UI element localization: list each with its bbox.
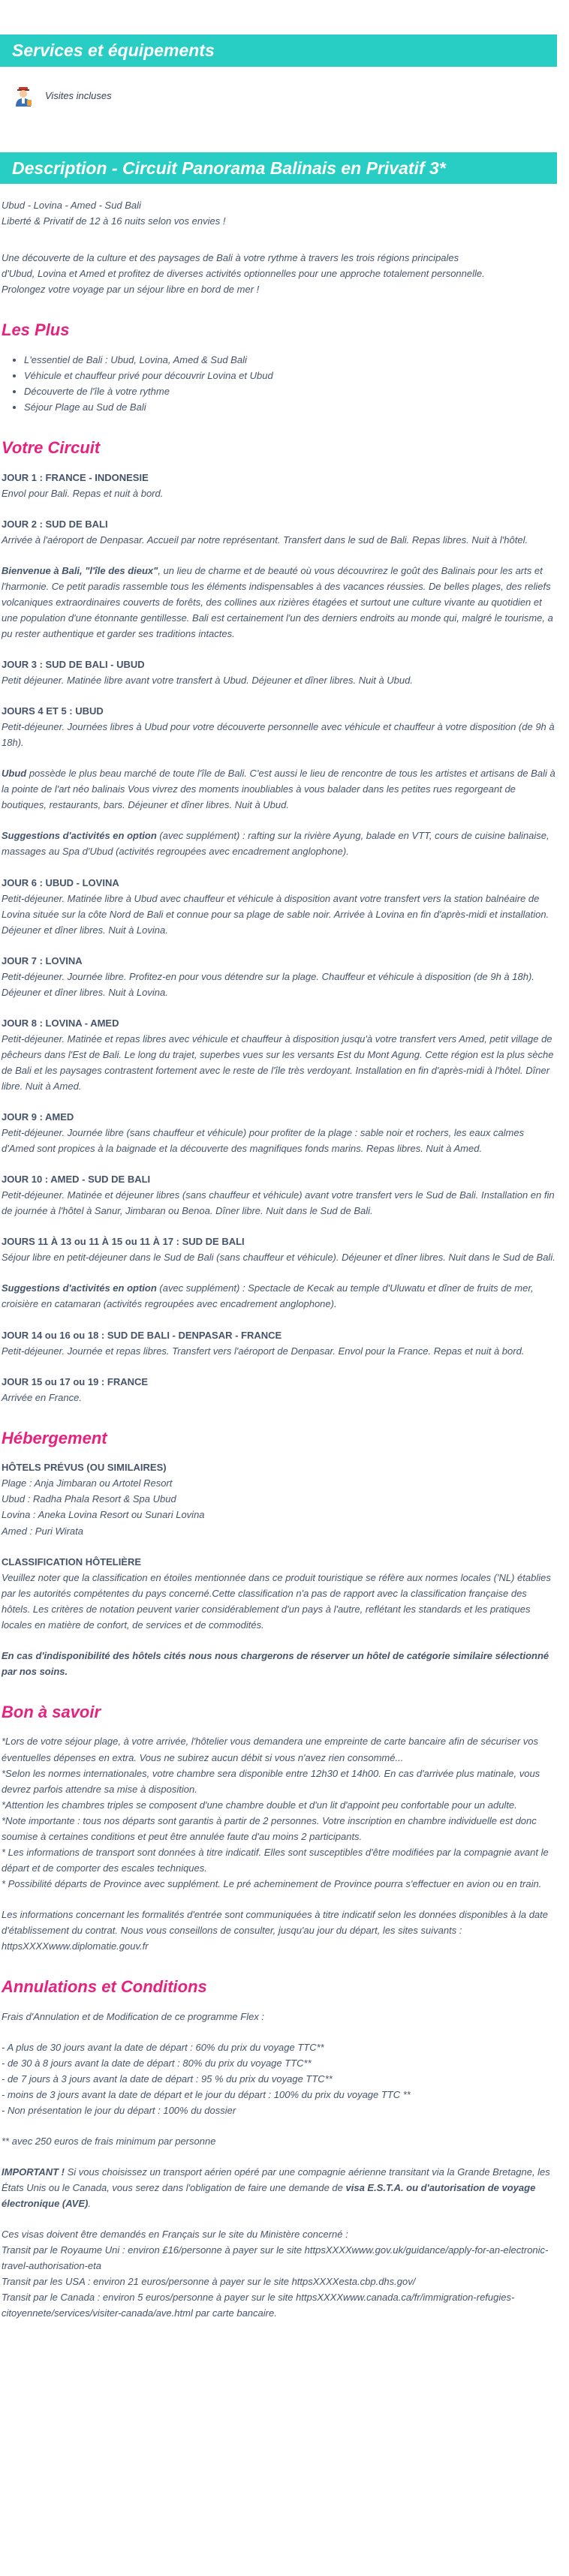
day-title: JOUR 6 : UBUD - LOVINA bbox=[2, 876, 119, 888]
annulations-intro bbox=[2, 2009, 557, 2024]
day-title: JOUR 8 : LOVINA - AMED bbox=[2, 1017, 119, 1029]
annulations-intro-text: Frais d'Annulation et de Modification de ce programme Flex : bbox=[2, 2010, 265, 2022]
service-label: Visites incluses bbox=[45, 89, 112, 101]
suggestions-text: (avec supplément) : Spectacle de Kecak au temple d'Uluwatu et dîner de fruits de mer, croisière en catamaran (activités regroupées avec encadrement anglophone). bbox=[2, 1282, 534, 1310]
visa-line: Transit par le Canada : environ 5 euros/personne à payer sur le site httpsXXXXwww.canada.ca/fr/immigration-refugies-citoyennete/services/visiter-canada/ave.html par carte bancaire. bbox=[2, 2292, 515, 2319]
list-item: • L'essentiel de Bali : Ubud, Lovina, Amed & Sud Bali bbox=[24, 352, 557, 368]
summary-line: Prolongez votre voyage par un séjour libre en bord de mer ! bbox=[2, 284, 260, 296]
note-line: * Les informations de transport sont données à titre indicatif. Elles sont susceptibles d'être modifiées par la compagnie avant le départ et de comporter des escales techniques. bbox=[2, 1846, 549, 1874]
visa-block bbox=[2, 2226, 557, 2321]
description-banner: Description - Circuit Panorama Balinais en Privatif 3* bbox=[0, 152, 557, 185]
ubud-text: possède le plus beau marché de toute l'île de Bali. C'est aussi le lieu de rencontre de tous les artistes et artisans de Bali à la pointe de l'art néo balinais Vous vivrez des moments inoubliables à vous balader dans les petites rues regorgeant de boutiques, restaurants, bars. Déjeuner et dîner libres. Nuit à Ubud. bbox=[2, 768, 555, 811]
important-text: Si vous choisissez un transport aérien opéré par une compagnie aérienne transitant via la Grande Bretagne, les États Unis ou le Canada, vous serez dans l'obligation de faire une demande de bbox=[2, 2166, 550, 2194]
fee-line: - moins de 3 jours avant la date de départ et le jour du départ : 100% du prix du voyage TTC ** bbox=[2, 2088, 411, 2100]
day-text: Petit-déjeuner. Journées libres à Ubud pour votre découverte personnelle avec véhicule et chauffeur à votre disposition (de 9h à 18h). bbox=[2, 721, 555, 749]
annulations-heading: Annulations et Conditions bbox=[2, 1977, 207, 1997]
list-item: • Découverte de l'île à votre rythme bbox=[24, 383, 557, 399]
day-4-5 bbox=[2, 703, 557, 750]
formalites-text: Les informations concernant les formalités d'entrée sont communiquées à titre indicatif selon les données disponibles à la date d'établissement du contrat. Nous vous conseillons de consulter, jusqu'au jour du départ, les sites suivants : httpsXXXXwww.diplomatie.gouv.fr bbox=[2, 1908, 549, 1952]
fee-line: - de 7 jours à 3 jours avant la date de départ : 95 % du prix du voyage TTC** bbox=[2, 2073, 333, 2085]
hotel-line: Lovina : Aneka Lovina Resort ou Sunari Lovina bbox=[2, 1509, 205, 1521]
day-9 bbox=[2, 1109, 557, 1156]
classification-text: Veuillez noter que la classification en étoiles mentionnée dans ce produit touristique se réfère aux normes locales ('NL) établies par les autorités compétentes du pays concerné.Cette classification n'a pas de rapport avec la classification française des hôtels. Les critères de notation peuvent varier considérablement d'un pays à l'autre, reflétant les standards et les pratiques locales en matière de confort, de services et de commodités. bbox=[2, 1571, 551, 1631]
visa-line: Ces visas doivent être demandés en Français sur le site du Ministère concerné : bbox=[2, 2229, 348, 2241]
fee-line: - A plus de 30 jours avant la date de départ : 60% du prix du voyage TTC** bbox=[2, 2041, 324, 2053]
formalites bbox=[2, 1907, 557, 1954]
hotel-line: Ubud : Radha Phala Resort & Spa Ubud bbox=[2, 1493, 176, 1505]
intro bbox=[2, 197, 557, 229]
summary-line: Une découverte de la culture et des paysages de Bali à votre rythme à travers les trois régions principales bbox=[2, 252, 459, 264]
summary-line: d'Ubud, Lovina et Amed et profitez de diverses activités optionnelles pour une approche totalement personnelle. bbox=[2, 268, 485, 280]
day-15 bbox=[2, 1374, 557, 1405]
fee-line: - Non présentation le jour du départ : 100% du dossier bbox=[2, 2104, 236, 2116]
visa-line: Transit par les USA : environ 21 euros/personne à payer sur le site httpsXXXXesta.cbp.dhs.gov/ bbox=[2, 2276, 416, 2288]
important-visa: visa E.S.T.A. ou d'autorisation de voyage électronique (AVE) bbox=[2, 2182, 536, 2210]
note-line: *Note importante : tous nos départs sont garantis à partir de 2 personnes. Votre inscription en chambre individuelle est donc soumise à certaines conditions et peut être annulée faute d'au moins 2 participants. bbox=[2, 1814, 537, 1842]
day-1 bbox=[2, 470, 557, 501]
suggestions-1 bbox=[2, 828, 557, 859]
day-title: JOUR 15 ou 17 ou 19 : FRANCE bbox=[2, 1375, 149, 1387]
day-title: JOUR 14 ou 16 ou 18 : SUD DE BALI - DENPASAR - FRANCE bbox=[2, 1329, 282, 1341]
day-title: JOUR 9 : AMED bbox=[2, 1111, 74, 1123]
important-end: . bbox=[88, 2198, 91, 2210]
day-text: Séjour libre en petit-déjeuner dans le Sud de Bali (sans chauffeur et véhicule). Déjeuner et dîner libres. Nuit dans le Sud de Bali. bbox=[2, 1252, 555, 1264]
day-title: JOURS 4 ET 5 : UBUD bbox=[2, 705, 104, 717]
day-title: JOURS 11 À 13 ou 11 À 15 ou 11 À 17 : SUD DE BALI bbox=[2, 1236, 245, 1248]
guide-person-icon bbox=[12, 85, 35, 107]
suggestions-lead: Suggestions d'activités en option bbox=[2, 1282, 157, 1294]
day-7 bbox=[2, 953, 557, 1000]
classification-block bbox=[2, 1554, 557, 1633]
bienvenue-lead: Bienvenue à Bali, "l'île des dieux" bbox=[2, 564, 158, 576]
classification-title: CLASSIFICATION HÔTELIÈRE bbox=[2, 1556, 142, 1568]
bienvenue-paragraph bbox=[2, 563, 557, 642]
list-item: • Séjour Plage au Sud de Bali bbox=[24, 399, 557, 415]
hebergement-heading: Hébergement bbox=[2, 1428, 107, 1447]
day-text: Petit-déjeuner. Matinée et repas libres avec véhicule et chauffeur à disposition jusqu'à votre transfert vers Amed, petit village de pêcheurs dans l'Est de Bali. Le long du trajet, superbes vues sur les versants Est du Mont Agung. Cette région est la plus sèche de Bali et les paysages contrastent fortement avec le reste de l'île très verdoyant. Installation en fin d'après-midi à l'hôtel. Dîner libre. Nuit à Amed. bbox=[2, 1033, 554, 1093]
bon-a-savoir-block bbox=[2, 1733, 557, 1891]
note-line: *Selon les normes internationales, votre chambre sera disponible entre 12h30 et 14h00. En cas d'arrivée plus matinale, vous devrez parfois attendre sa mise à disposition. bbox=[2, 1767, 540, 1795]
minimum-fee-text: ** avec 250 euros de frais minimum par personne bbox=[2, 2135, 216, 2147]
suggestions-lead: Suggestions d'activités en option bbox=[2, 830, 157, 842]
day-10 bbox=[2, 1171, 557, 1219]
day-8 bbox=[2, 1015, 557, 1094]
day-text: Arrivée à l'aéroport de Denpasar. Accueil par notre représentant. Transfert dans le sud de Bali. Repas libres. Nuit à l'hôtel. bbox=[2, 534, 528, 546]
note-line: *Lors de votre séjour plage, à votre arrivée, l'hôtelier vous demandera une empreinte de carte bancaire afin de sécuriser vos éventuelles dépenses en extra. Vous ne subirez aucun débit si vous n'avez rien consommé... bbox=[2, 1736, 538, 1763]
plus-list bbox=[2, 352, 557, 415]
day-title: JOUR 7 : LOVINA bbox=[2, 954, 83, 966]
day-text: Petit-déjeuner. Matinée et déjeuner libres (sans chauffeur et véhicule) avant votre transfert vers le Sud de Bali. Installation en fin de journée à l'hôtel à Sanur, Jimbaran ou Benoa. Dîner libre. Nuit dans le Sud de Bali. bbox=[2, 1189, 555, 1217]
bienvenue-text: , un lieu de charme et de beauté où vous découvrirez le goût des Balinais pour les arts et l'harmonie. Ce petit paradis rassemble tous les éléments indispensables à des vacances réussies. De belles plages, des reliefs volcaniques extraordinaires couverts de forêts, des collines aux rizières étagées et surtout une culture vivante au quotidien et une population d'une étonnante gentillesse. Bali est certainement l'un des derniers endroits au monde qui, malgré le tourisme, a pu rester authentique et garder ses traditions intactes. bbox=[2, 564, 553, 639]
summary bbox=[2, 250, 557, 297]
day-text: Petit-déjeuner. Journée libre (sans chauffeur et véhicule) pour profiter de la plage : sable noir et rochers, les eaux calmes d'Amed sont propices à la baignade et la découverte des magnifiques fonds marins. Repas libres. Nuit à Amed. bbox=[2, 1127, 525, 1155]
description-content bbox=[0, 197, 557, 2321]
hotel-line: Plage : Anja Jimbaran ou Artotel Resort bbox=[2, 1477, 173, 1489]
day-text: Envol pour Bali. Repas et nuit à bord. bbox=[2, 487, 164, 499]
intro-line: Ubud - Lovina - Amed - Sud Bali bbox=[2, 200, 141, 211]
day-title: JOUR 1 : FRANCE - INDONESIE bbox=[2, 471, 149, 483]
minimum-fee bbox=[2, 2133, 557, 2149]
circuit-heading: Votre Circuit bbox=[2, 438, 101, 458]
service-item bbox=[0, 67, 557, 107]
indisponibilite-text: En cas d'indisponibilité des hôtels cités nous nous chargerons de réserver un hôtel de catégorie similaire sélectionné par nos soins. bbox=[2, 1649, 549, 1677]
suggestions-2 bbox=[2, 1280, 557, 1312]
indisponibilite bbox=[2, 1648, 557, 1679]
day-title: JOUR 3 : SUD DE BALI - UBUD bbox=[2, 659, 145, 671]
intro-line: Liberté & Privatif de 12 à 16 nuits selon vos envies ! bbox=[2, 215, 226, 227]
hotel-line: Amed : Puri Wirata bbox=[2, 1525, 83, 1537]
day-text: Petit-déjeuner. Journée libre. Profitez-en pour vous détendre sur la plage. Chauffeur et véhicule à disposition (de 9h à 18h). Déjeuner et dîner libres. Nuit à Lovina. bbox=[2, 970, 534, 998]
list-item: • Véhicule et chauffeur privé pour découvrir Lovina et Ubud bbox=[24, 368, 557, 383]
services-banner: Services et équipements bbox=[0, 35, 557, 67]
bon-a-savoir-heading: Bon à savoir bbox=[2, 1702, 101, 1721]
suggestions-text: (avec supplément) : rafting sur la rivière Ayung, balade en VTT, cours de cuisine balinaise, massages au Spa d'Ubud (activités regroupées avec encadrement anglophone). bbox=[2, 830, 549, 858]
day-3 bbox=[2, 657, 557, 688]
annulations-list bbox=[2, 2039, 557, 2118]
important-block bbox=[2, 2164, 557, 2211]
day-text: Petit déjeuner. Matinée libre avant votre transfert à Ubud. Déjeuner et dîner libres. Nuit à Ubud. bbox=[2, 675, 413, 687]
day-14 bbox=[2, 1327, 557, 1359]
day-text: Arrivée en France. bbox=[2, 1391, 82, 1403]
plus-heading: Les Plus bbox=[2, 320, 70, 340]
day-text: Petit-déjeuner. Journée et repas libres. Transfert vers l'aéroport de Denpasar. Envol pour la France. Repas et nuit à bord. bbox=[2, 1345, 525, 1357]
day-text: Petit-déjeuner. Matinée libre à Ubud avec chauffeur et véhicule à disposition avant votre transfert vers la station balnéaire de Lovina située sur la côte Nord de Bali et connue pour sa plage de sable noir. Arrivée à Lovina en fin d'après-midi et installation. Déjeuner et dîner libres. Nuit à Lovina. bbox=[2, 892, 549, 936]
visa-line: Transit par le Royaume Uni : environ £16/personne à payer sur le site httpsXXXXwww.gov.uk/guidance/apply-for-an-electronic-travel-authorisation-eta bbox=[2, 2244, 549, 2272]
fee-line: - de 30 à 8 jours avant la date de départ : 80% du prix du voyage TTC** bbox=[2, 2057, 312, 2069]
day-title: JOUR 2 : SUD DE BALI bbox=[2, 518, 108, 530]
hotels-block bbox=[2, 1459, 557, 1538]
day-title: JOUR 10 : AMED - SUD DE BALI bbox=[2, 1174, 151, 1186]
ubud-lead: Ubud bbox=[2, 768, 27, 780]
day-6 bbox=[2, 875, 557, 938]
note-line: * Possibilité départs de Province avec supplément. Le pré acheminement de Province pourra s'effectuer en avion ou en train. bbox=[2, 1877, 542, 1889]
note-line: *Attention les chambres triples se composent d'une chambre double et d'un lit d'appoint peu confortable pour un adulte. bbox=[2, 1799, 517, 1811]
important-lead: IMPORTANT ! bbox=[2, 2166, 65, 2178]
ubud-paragraph bbox=[2, 765, 557, 813]
hotels-title: HÔTELS PRÉVUS (OU SIMILAIRES) bbox=[2, 1462, 167, 1474]
day-11 bbox=[2, 1234, 557, 1265]
day-2 bbox=[2, 516, 557, 548]
